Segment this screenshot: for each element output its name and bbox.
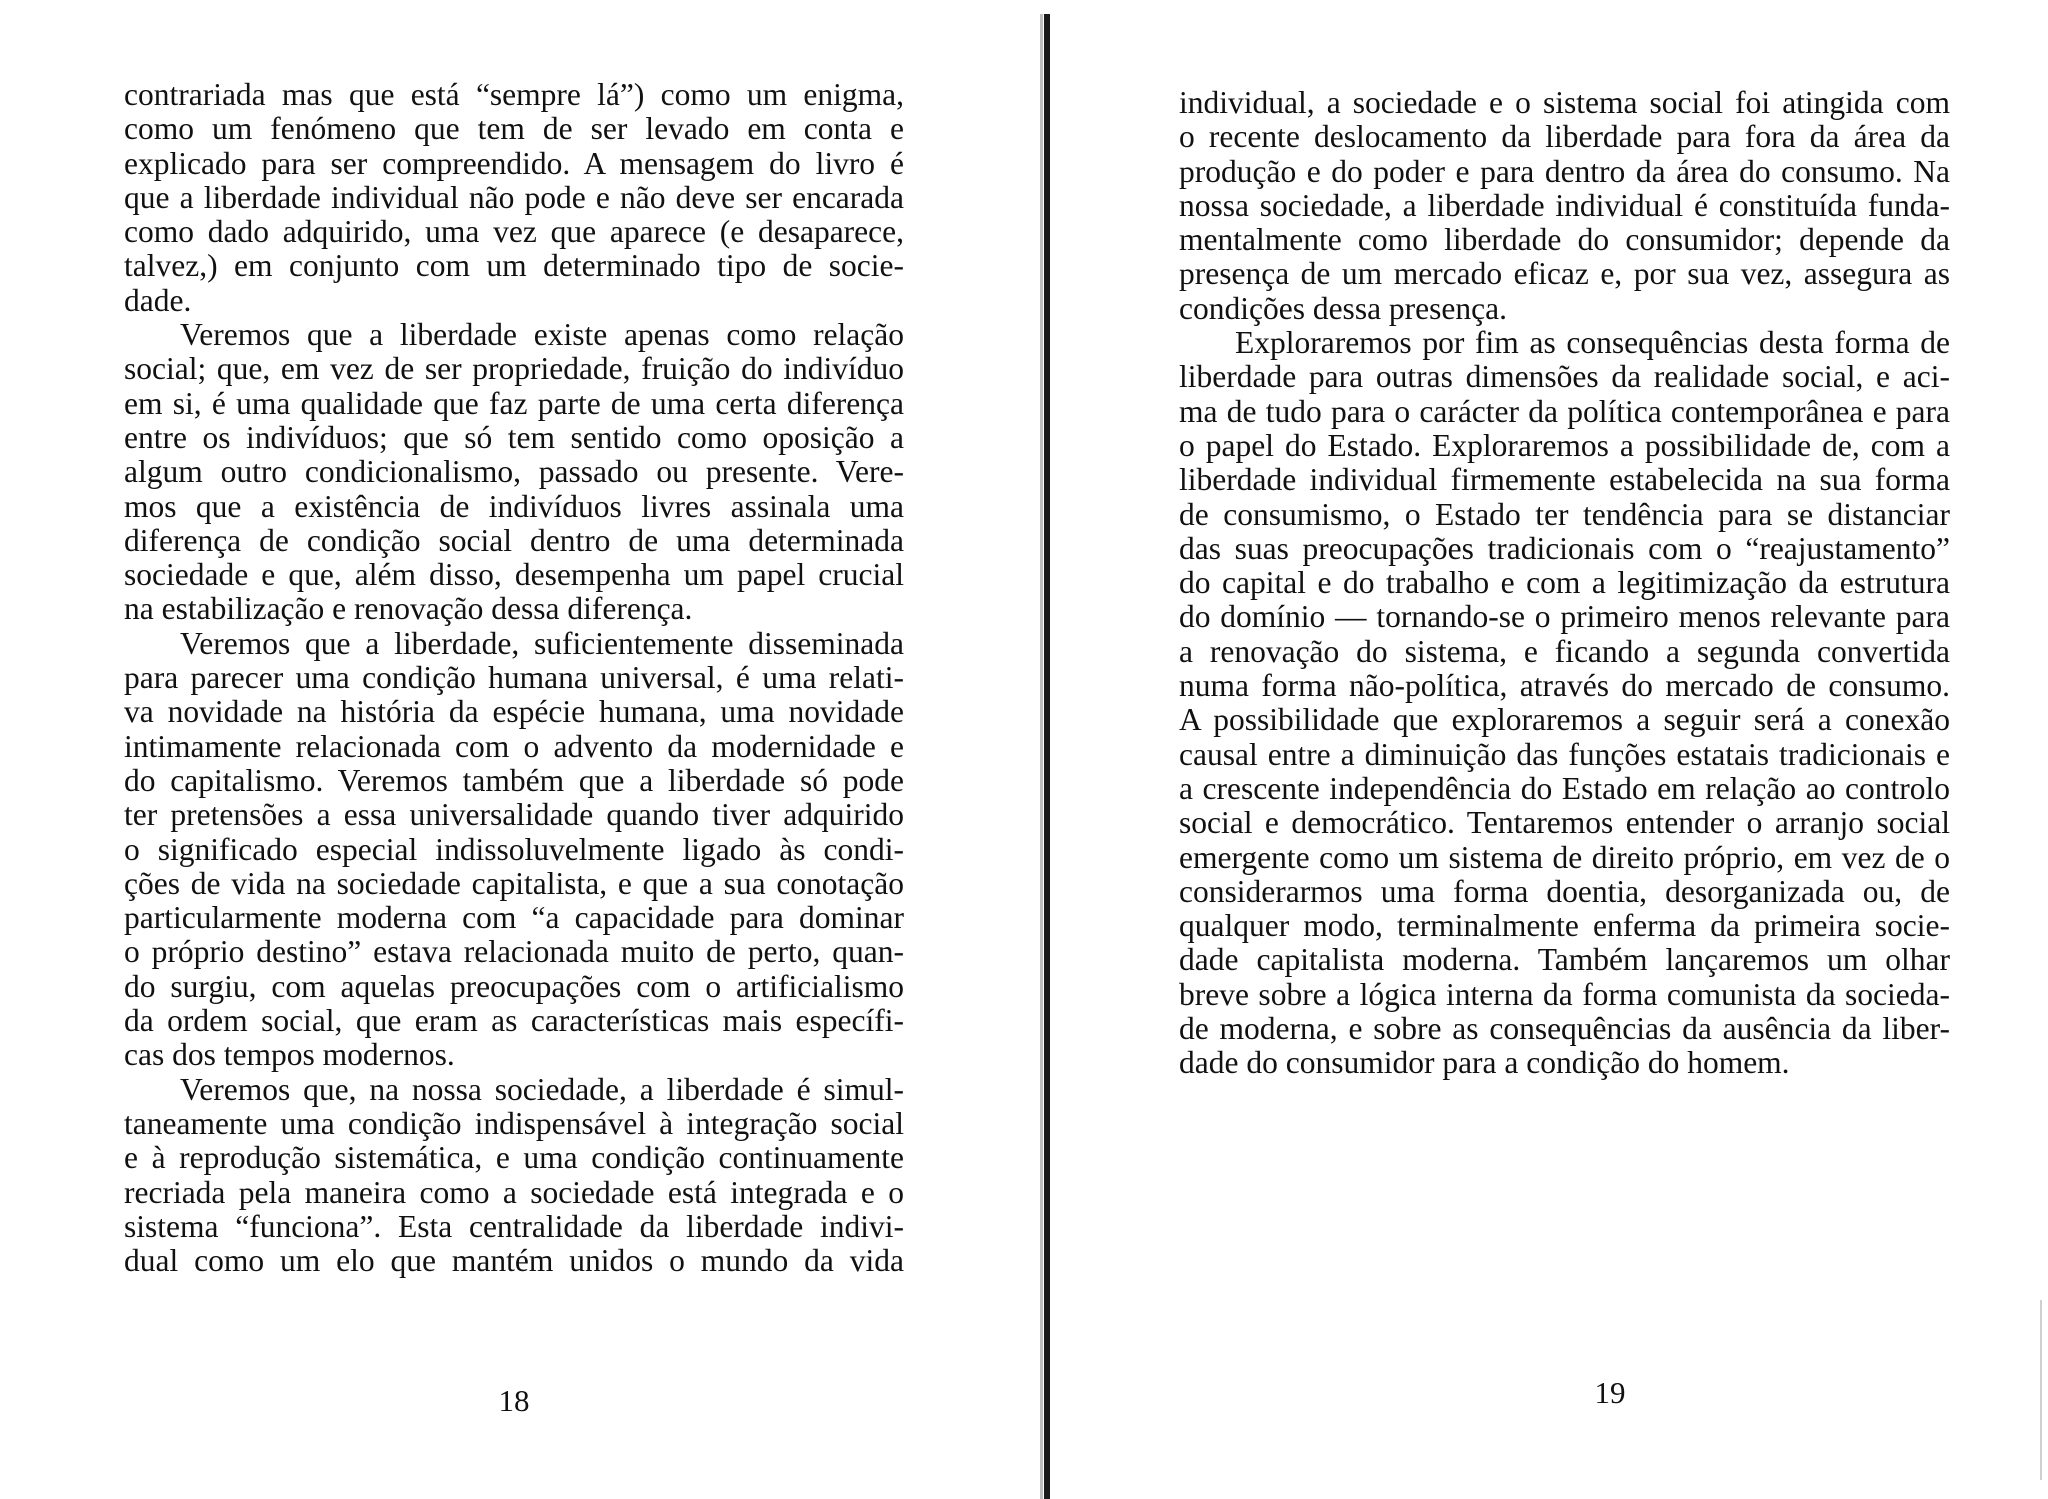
- text-line: dade do consumidor para a condição do homem.: [1179, 1046, 1790, 1081]
- text-line: ções de vida na sociedade capitalista, e que a sua conotação: [124, 866, 904, 901]
- text-line: individual, a sociedade e o sistema social foi atingida com: [1179, 86, 1950, 120]
- text-line: dade.: [124, 283, 192, 318]
- page-number: 18: [498, 1383, 530, 1418]
- text-line: que a liberdade individual não pode e não deve ser encarada: [124, 180, 904, 215]
- text-line: da ordem social, que eram as características mais específi-: [124, 1004, 904, 1039]
- text-line: a renovação do sistema, e ficando a segunda convertida: [1179, 634, 1950, 669]
- text-line: e à reprodução sistemática, e uma condição continuamente: [124, 1141, 904, 1176]
- text-line: nossa sociedade, a liberdade individual é constituída funda-: [1179, 188, 1950, 223]
- text-line: A possibilidade que exploraremos a seguir será a conexão: [1179, 703, 1950, 738]
- text-line: entre os indivíduos; que só tem sentido como oposição a: [124, 420, 904, 455]
- text-line: sistema “funciona”. Esta centralidade da liberdade indivi-: [124, 1209, 904, 1244]
- text-line: a crescente independência do Estado em relação ao controlo: [1179, 771, 1950, 806]
- right-page-body-text: [1179, 86, 1950, 1081]
- text-line: de moderna, e sobre as consequências da ausência da liber-: [1179, 1012, 1950, 1047]
- text-line: de consumismo, o Estado ter tendência para se distanciar: [1179, 497, 1950, 532]
- text-line: como dado adquirido, uma vez que aparece (e desaparece,: [124, 215, 904, 250]
- text-line: emergente como um sistema de direito próprio, em vez de o: [1179, 840, 1950, 875]
- text-line: para parecer uma condição humana universal, é uma relati-: [124, 661, 904, 696]
- text-line: social e democrático. Tentaremos entender o arranjo social: [1179, 806, 1950, 841]
- text-line: va novidade na história da espécie humana, uma novidade: [124, 695, 904, 730]
- text-line: ma de tudo para o carácter da política contemporânea e para: [1179, 394, 1950, 429]
- right-page: [1050, 0, 2048, 1499]
- text-line: Exploraremos por fim as consequências desta forma de: [1235, 326, 1950, 361]
- text-line: taneamente uma condição indispensável à integração social: [124, 1106, 904, 1141]
- text-line: o significado especial indissoluvelmente ligado às condi-: [124, 832, 904, 867]
- text-line: na estabilização e renovação dessa diferença.: [124, 592, 693, 627]
- page-number: 19: [1594, 1375, 1626, 1410]
- text-line: o recente deslocamento da liberdade para fora da área da: [1179, 120, 1950, 155]
- text-line: dade capitalista moderna. Também lançaremos um olhar: [1179, 943, 1950, 978]
- text-line: breve sobre a lógica interna da forma comunista da socieda-: [1179, 977, 1950, 1012]
- text-line: talvez,) em conjunto com um determinado tipo de socie-: [124, 249, 904, 284]
- text-line: algum outro condicionalismo, passado ou presente. Vere-: [124, 455, 904, 490]
- text-line: Veremos que a liberdade existe apenas como relação: [180, 318, 904, 353]
- text-line: causal entre a diminuição das funções estatais tradicionais e: [1179, 737, 1950, 772]
- text-line: considerarmos uma forma doentia, desorganizada ou, de: [1179, 874, 1950, 909]
- text-line: do domínio — tornando-se o primeiro menos relevante para: [1179, 600, 1950, 635]
- text-line: Veremos que, na nossa sociedade, a liberdade é simul-: [180, 1072, 904, 1107]
- text-line: diferença de condição social dentro de uma determinada: [124, 523, 904, 558]
- left-page-body-text: [124, 78, 904, 1278]
- text-line: ter pretensões a essa universalidade quando tiver adquirido: [124, 798, 904, 833]
- text-line: Veremos que a liberdade, suficientemente disseminada: [180, 626, 904, 661]
- text-line: explicado para ser compreendido. A mensagem do livro é: [124, 146, 904, 181]
- text-line: do capital e do trabalho e com a legitimização da estrutura: [1179, 566, 1950, 601]
- text-line: presença de um mercado eficaz e, por sua vez, assegura as: [1179, 257, 1950, 292]
- text-line: sociedade e que, além disso, desempenha um papel crucial: [124, 558, 904, 593]
- text-line: das suas preocupações tradicionais com o “reajustamento”: [1179, 531, 1950, 566]
- text-line: social; que, em vez de ser propriedade, fruição do indivíduo: [124, 352, 904, 387]
- text-line: qualquer modo, terminalmente enferma da primeira socie-: [1179, 909, 1950, 944]
- text-line: liberdade individual firmemente estabelecida na sua forma: [1179, 463, 1950, 498]
- text-line: mos que a existência de indivíduos livres assinala uma: [124, 489, 904, 524]
- text-line: condições dessa presença.: [1179, 291, 1507, 326]
- text-line: como um fenómeno que tem de ser levado em conta e: [124, 112, 904, 147]
- text-line: em si, é uma qualidade que faz parte de uma certa diferença: [124, 386, 904, 421]
- text-line: dual como um elo que mantém unidos o mundo da vida: [124, 1244, 904, 1279]
- gutter-shadow: [1040, 14, 1043, 1499]
- page-edge: [2040, 1300, 2042, 1480]
- text-line: o próprio destino” estava relacionada muito de perto, quan-: [124, 935, 904, 970]
- text-line: o papel do Estado. Exploraremos a possibilidade de, com a: [1179, 428, 1950, 463]
- text-line: particularmente moderna com “a capacidade para dominar: [124, 901, 904, 936]
- text-line: produção e do poder e para dentro da área do consumo. Na: [1179, 154, 1950, 189]
- text-line: numa forma não-política, através do mercado de consumo.: [1179, 669, 1950, 704]
- text-line: do surgiu, com aquelas preocupações com o artificialismo: [124, 969, 904, 1004]
- text-line: cas dos tempos modernos.: [124, 1038, 455, 1073]
- text-line: contrariada mas que está “sempre lá”) como um enigma,: [124, 78, 904, 112]
- text-line: intimamente relacionada com o advento da modernidade e: [124, 729, 904, 764]
- text-line: do capitalismo. Veremos também que a liberdade só pode: [124, 763, 904, 798]
- text-line: mentalmente como liberdade do consumidor; depende da: [1179, 223, 1950, 258]
- text-line: recriada pela maneira como a sociedade está integrada e o: [124, 1175, 904, 1210]
- text-line: liberdade para outras dimensões da realidade social, e aci-: [1179, 360, 1950, 395]
